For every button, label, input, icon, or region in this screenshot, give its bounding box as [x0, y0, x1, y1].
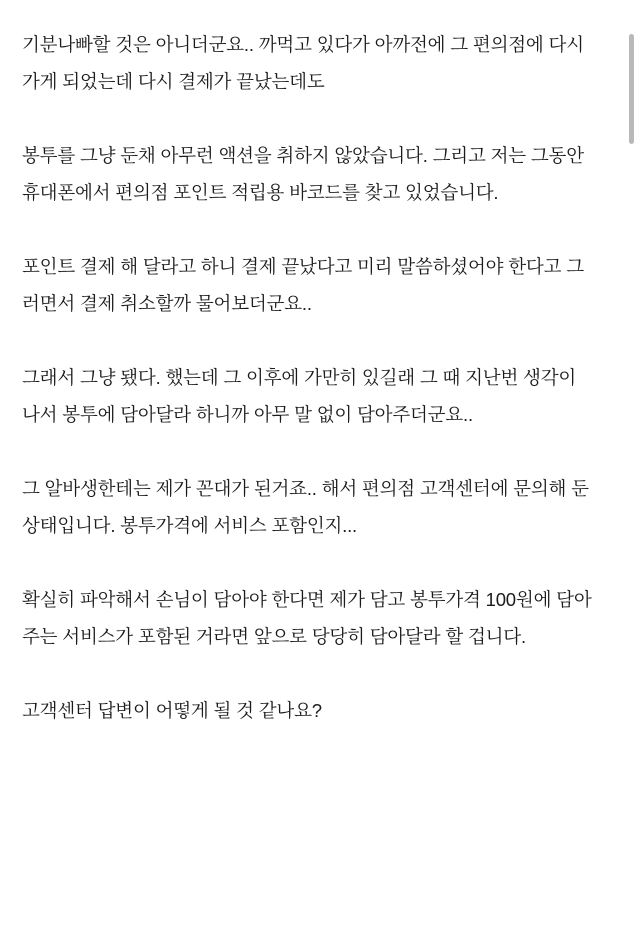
paragraph: 고객센터 답변이 어떻게 될 것 같나요?	[22, 700, 322, 721]
scrollbar-thumb[interactable]	[629, 34, 634, 144]
paragraph: 기분나빠할 것은 아니더군요.. 까먹고 있다가 아까전에 그 편의점에 다시 가게 되었는데 다시 결제가 끝났는데도	[22, 34, 589, 92]
paragraph: 확실히 파악해서 손님이 담아야 한다면 제가 담고 봉투가격 100원에 담아주는 서비스가 포함된 거라면 앞으로 당당히 담아달라 할 겁니다.	[22, 589, 592, 647]
paragraph: 그래서 그냥 됐다. 했는데 그 이후에 가만히 있길래 그 때 지난번 생각이 나서 봉투에 담아달라 하니까 아무 말 없이 담아주더군요..	[22, 367, 582, 425]
vertical-scrollbar[interactable]	[631, 0, 637, 935]
paragraph: 그 알바생한테는 제가 꼰대가 된거죠.. 해서 편의점 고객센터에 문의해 둔 상태입니다. 봉투가격에 서비스 포함인지...	[22, 478, 594, 536]
paragraph: 포인트 결제 해 달라고 하니 결제 끝났다고 미리 말씀하셨어야 한다고 그러면서 결제 취소할까 물어보더군요..	[22, 256, 584, 314]
paragraph: 봉투를 그냥 둔채 아무런 액션을 취하지 않았습니다. 그리고 저는 그동안 휴대폰에서 편의점 포인트 적립용 바코드를 찾고 있었습니다.	[22, 145, 589, 203]
